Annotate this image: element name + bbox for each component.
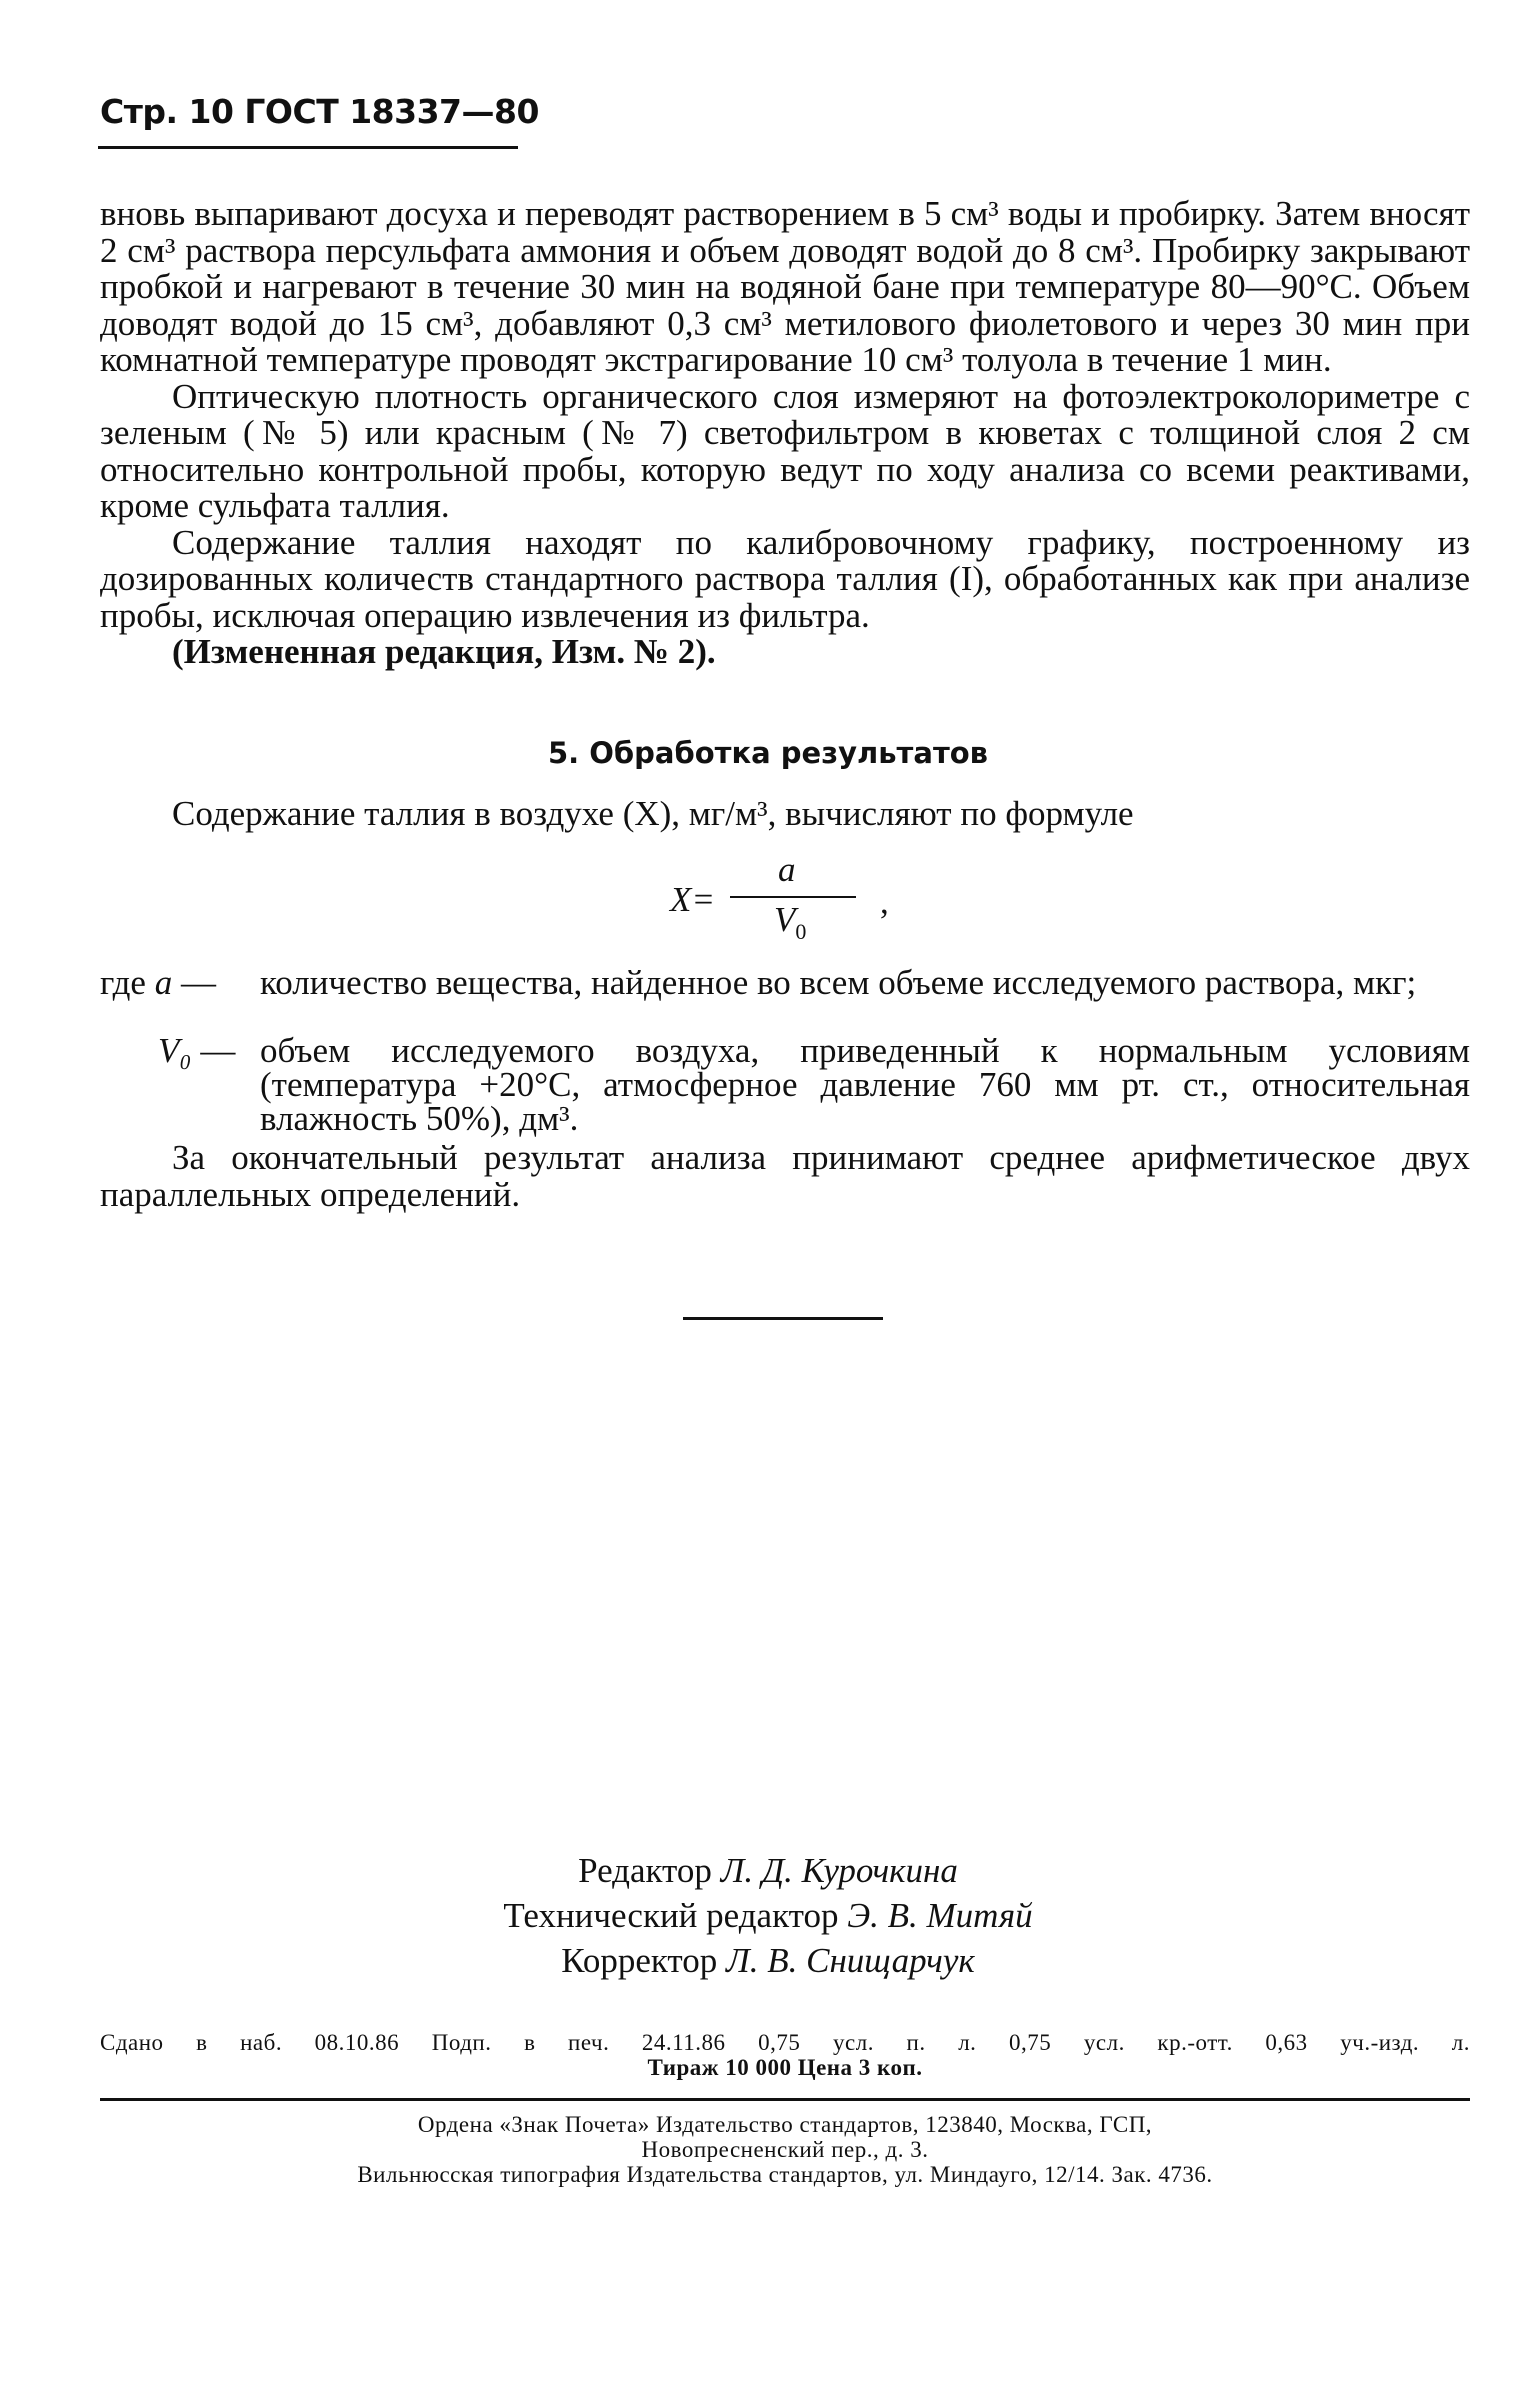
formula-numerator: a [778, 850, 796, 889]
credit-tech-editor: Технический редактор Э. В. Митяй [503, 1896, 1033, 1935]
publisher-line-1: Ордена «Знак Почета» Издательство стандартов, 123840, Москва, ГСП, [417, 2112, 1153, 2137]
amendment-note: (Измененная редакция, Изм. № 2). [172, 632, 716, 671]
definition-a [100, 963, 1470, 1002]
fraction-bar [730, 896, 856, 898]
publisher-line-3: Вильнюсская типография Издательства стандартов, ул. Миндауго, 12/14. Зак. 4736. [357, 2162, 1213, 2187]
header-rule [98, 146, 518, 149]
credit-editor: Редактор Л. Д. Курочкина [578, 1851, 958, 1890]
section-intro: Содержание таллия в воздухе (X), мг/м³, вычисляют по формуле [172, 794, 1134, 833]
definition-v0 [100, 1031, 1470, 1138]
conclusion-block [100, 1140, 1470, 1213]
section-intro-block [100, 796, 1470, 833]
imprint-line-2: Тираж 10 000 Цена 3 коп. [647, 2055, 923, 2080]
paragraph-1: вновь выпаривают досуха и переводят растворением в 5 см³ воды и пробирку. Затем вносят 2 см³ раствора персульфата аммония и объем доводят водой до 8 см³. Пробирку закрывают пробкой и нагревают в течение 30 мин на водяной бане при температуре 80—90°С. Объем доводят водой до 15 см³, добавляют 0,3 см³ метилового фиолетового и через 30 мин при комнатной температуре проводят экстрагирование 10 см³ толуола в течение 1 мин. [100, 194, 1470, 379]
separator-rule [683, 1317, 883, 1320]
conclusion: За окончательный результат анализа принимают среднее арифметическое двух параллельных определений. [100, 1138, 1470, 1214]
main-text [100, 196, 1470, 671]
definition-term: где a — [100, 963, 216, 1002]
paragraph-2: Оптическую плотность органического слоя измеряют на фотоэлектроколориметре с зеленым (№ 5) или красным (№ 7) светофильтром в кюветах с толщиной слоя 2 см относительно контрольной пробы, которую ведут по ходу анализа со всеми реактивами, кроме сульфата таллия. [100, 376, 1470, 525]
credits [0, 1848, 1536, 1983]
imprint [100, 2030, 1470, 2080]
definition-text: количество вещества, найденное во всем объеме исследуемого раствора, мкг; [260, 963, 1417, 1002]
credit-corrector: Корректор Л. В. Снищарчук [561, 1941, 975, 1980]
formula [670, 850, 900, 946]
formula-denominator: $V_0$ [774, 900, 807, 944]
definition-term: V₀ — [158, 1031, 236, 1070]
section-title: 5. Обработка результатов [547, 736, 989, 770]
imprint-rule [100, 2098, 1470, 2101]
publisher-line-2: Новопресненский пер., д. 3. [641, 2137, 929, 2162]
imprint-line-1: Сдано в наб. 08.10.86 Подп. в печ. 24.11.86 0,75 усл. п. л. 0,75 усл. кр.-отт. 0,63 уч.-изд. л. [100, 2030, 1470, 2055]
paragraph-3: Содержание таллия находят по калибровочному графику, построенному из дозированных количеств стандартного раствора таллия (I), обработанных как при анализе пробы, исключая операцию извлечения из фильтра. [100, 522, 1470, 635]
page-header: Стр. 10 ГОСТ 18337—80 [100, 92, 539, 131]
formula-comma: , [880, 882, 889, 921]
definition-text: объем исследуемого воздуха, приведенный к нормальным условиям (температура +20°С, атмосферное давление 760 мм рт. ст., относительная влажность 50%), дм³. [260, 1031, 1470, 1138]
publisher-info [100, 2112, 1470, 2187]
formula-lhs: X= [670, 880, 715, 919]
